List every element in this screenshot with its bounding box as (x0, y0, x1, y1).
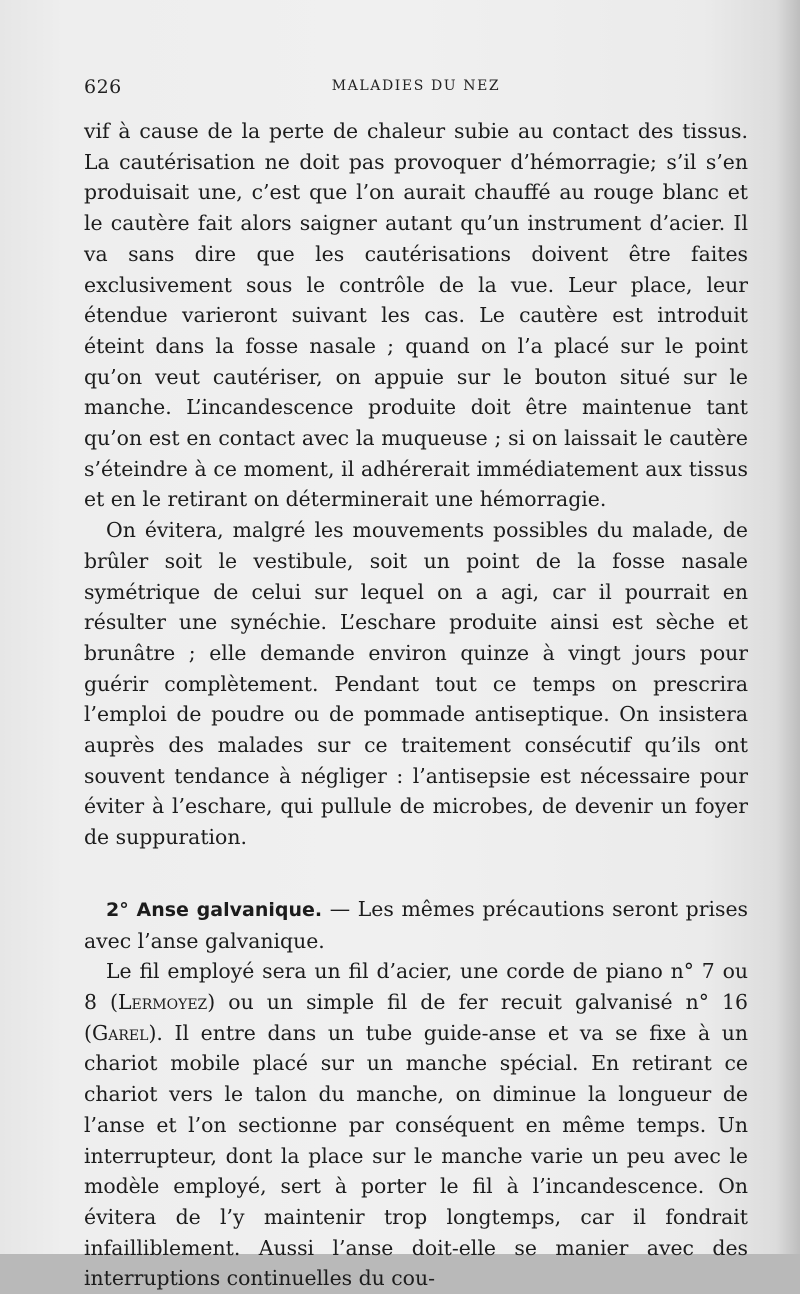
section-intro-text: — Les mêmes précautions seront prises avec l’anse galvanique. (84, 896, 748, 953)
fil-text-part-2: ) ou un simple fil de fer recuit galvanisé n° 16 ( (84, 989, 748, 1045)
body-text (84, 116, 748, 1294)
paragraph-eschare: On évitera, malgré les mouvements possibles du malade, de brûler soit le vestibule, soit un point de la fosse nasale symétrique de celui sur lequel on a agi, car il pourrait en résulter une synéchie. L’eschare produite ainsi est sèche et brunâtre ; elle demande environ quinze à vingt jours pour guérir complètement. Pendant tout ce temps on prescrira l’emploi de poudre ou de pommade antiseptique. On insistera auprès des malades sur ce traitement consécutif qu’ils ont souvent tendance à négliger : l’antisepsie est nécessaire pour éviter à l’eschare, qui pullule de microbes, de devenir un foyer de suppuration. (84, 518, 748, 850)
paragraph-fil (84, 956, 748, 1294)
paragraph-cauterisation: vif à cause de la perte de chaleur subie au contact des tissus. La cautérisation ne doit pas provoquer d’hémorragie; s’il s’en produisait une, c’est que l’on aurait chauffé au rouge blanc et le cautère fait alors saigner autant qu’un instrument d’acier. Il va sans dire que les cautérisations doivent être faites exclusivement sous le contrôle de la vue. Leur place, leur étendue varieront suivant les cas. Le cautère est introduit éteint dans la fosse nasale ; quand on l’a placé sur le point qu’on veut cautériser, on appuie sur le bouton situé sur le manche. L’incandescence produite doit être maintenue tant qu’on est en contact avec la muqueuse ; si on laissait le cautère s’éteindre à ce moment, il adhérerait immédiatement aux tissus et en le retirant on déterminerait une hémorragie. (84, 119, 748, 512)
fil-text-part-3: ). Il entre dans un tube guide-anse et va se fixe à un chariot mobile placé sur un manche spécial. En retirant ce chariot vers le talon du manche, on diminue la longueur de l’anse et l’on sectionne par conséquent en même temps. Un interrupteur, dont la place sur le manche varie un peu avec le modèle employé, sert à porter le fil à l’incandescence. On évitera de l’y maintenir trop longtemps, car il fondrait infailliblement. Aussi l’anse doit-elle se manier avec des interruptions continuelles du cou- (84, 1020, 748, 1291)
paragraph-anse-intro (84, 894, 748, 956)
running-title: MALADIES DU NEZ (331, 78, 501, 94)
section-spacer (84, 853, 748, 894)
fil-text-part-1: Le fil employé sera un fil d’acier, une corde de piano n° 7 ou 8 ( (84, 959, 748, 1014)
page-header (84, 76, 748, 100)
section-heading: 2° Anse galvanique. (106, 898, 323, 921)
author-lermoyez: Lermoyez (117, 989, 208, 1014)
page-number: 626 (84, 76, 122, 98)
author-garel: Garel (91, 1020, 149, 1045)
